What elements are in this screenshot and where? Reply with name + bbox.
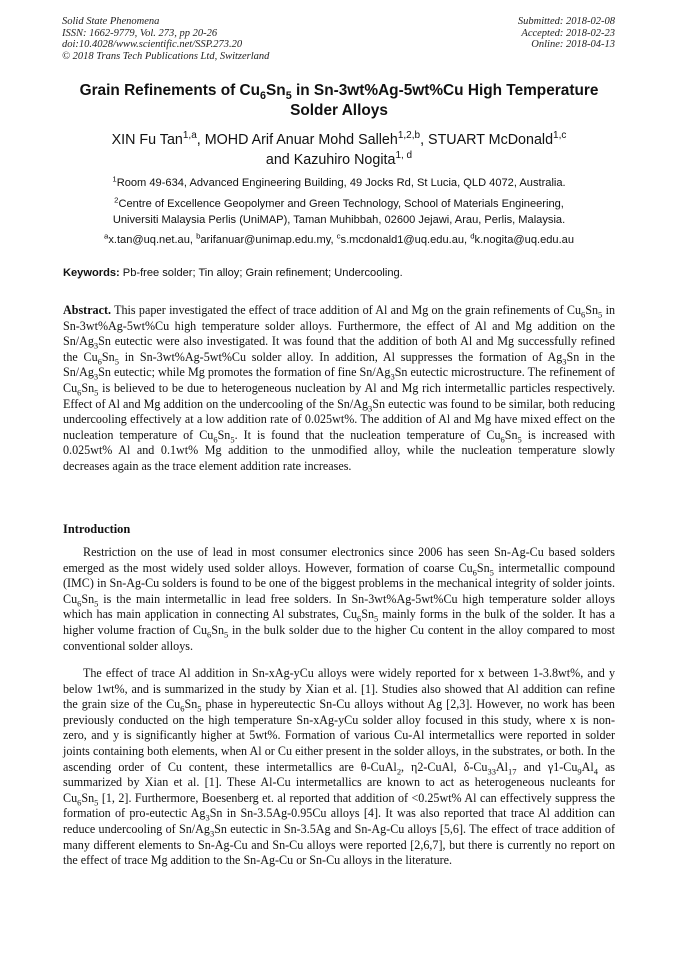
email-tan[interactable]: x.tan@uq.net.au, — [108, 234, 197, 246]
affiliation-2: $^2$Centre of Excellence Geopolymer and Green Technology, School of Materials Engineering, Universiti Malaysia Perlis (UniMAP), Taman Muhibbah, 02600 Jejawi, Arau, Perlis, Malaysia. — [112, 195, 566, 226]
keywords-text: Pb-free solder; Tin alloy; Grain refinement; Undercooling. — [119, 267, 403, 279]
introduction-paragraph-2: The effect of trace Al addition in Sn-xAg-yCu alloys were widely reported for x between 1-3.8wt%, and y below 1wt%, and is summarized in the study by Xian et al. [1]. Studies also showed that Al addition can refine the grain size of the $Cu_6Sn_5$ phase in hypereutectic Sn-Cu alloys without Ag [2,3]. However, no work has been previously conducted on the high temperature Sn-xAg-yCu solder alloy focused in this study, where x is non-zero, and y is significantly higher at 5wt%. Formation of various Cu-Al intermetallics were reported in solder joints containing both elements, when Al or Cu either present in the solder alloys, in the substrates, or both. In the ascending order of Cu content, these intermetallics are θ-CuAl$_2$, η2-CuAl, $\delta-Cu_{33}Al_{17}$ and $\gamma 1-Cu_9Al_4$ as summarized by Xian et al. [1]. These Al-Cu intermetallics are known to act as heterogeneous nucleants for $Cu_6Sn_5$ [1, 2]. Furthermore, Boesenberg et. al reported that addition of <0.25wt% Al can effectively suppress the formation of pro-eutectic $Ag_3Sn$ in Sn-3.5Ag-0.95Cu alloys [4]. It was also reported that trace Al addition can reduce undercooling of $Sn/Ag_3Sn$ eutectic in Sn-3.5Ag and Sn-Ag-Cu alloys [5,6]. The effect of trace addition of many different elements to Sn-Ag-Cu and Sn-Cu alloys were reported [2,6,7], but there is currently no report on the effect of trace Mg addition to the Sn-Ag-Cu or Sn-Cu alloys in the literature. — [63, 666, 616, 868]
author-line-2: and Kazuhiro Nogita$^{1, d}$ — [265, 150, 413, 168]
introduction-paragraph-1: Restriction on the use of lead in most consumer electronics since 2006 has seen Sn-Ag-Cu based solders emerged as the most widely used solder alloys. However, formation of coarse $Cu_6Sn_5$ intermetallic compound (IMC) in Sn-Ag-Cu solders is found to be one of the biggest problems in the mechanical integrity of solder joints. $Cu_6Sn_5$ is the main intermetallic in lead free solders. In Sn-3wt%Ag-5wt%Cu high temperature solder alloys which has main application in connecting Al substrates, $Cu_6Sn_5$ mainly forms in the bulk of the solder. It has a higher volume fraction of $Cu_6Sn_5$ in the bulk solder due to the higher Cu content in the alloy compared to most conventional solder alloys. — [63, 545, 616, 653]
keywords-label: Keywords: — [63, 267, 120, 279]
author-salleh: MOHD Arif Anuar Mohd Salleh — [204, 132, 398, 148]
author-list — [30, 130, 648, 170]
introduction-heading: Introduction — [63, 522, 131, 536]
online-date: Online: 2018-04-13 — [531, 39, 615, 51]
abstract: Abstract. This paper investigated the effect of trace addition of Al and Mg on the grain refinements of $Cu_6Sn_5$ in Sn-3wt%Ag-5wt%Cu high temperature solder alloys. Furthermore, the effect of Al and Mg addition on the $Sn/Ag_3Sn$ eutectic were also investigated. It was found that the addition of both Al and Mg successfully refined the $Cu_6Sn_5$ in Sn-3wt%Ag-5wt%Cu solder alloy. In addition, Al suppresses the formation of $Ag_3Sn$ in the $Sn/Ag_3Sn$ eutectic; while Mg promotes the formation of fine $Sn/Ag_3Sn$ eutectic microstructure. The refinement of $Cu_6Sn_5$ is believed to be due to heterogeneous nucleation by Al and Mg rich intermetallic particles respectively. Effect of Al and Mg addition on the undercooling of the $Sn/Ag_3Sn$ eutectic was found to be similar, both reducing undercooling effectively at a low addition rate of 0.025wt%. The addition of Al and Mg have mixed effect on the nucleation temperature of $Cu_6Sn_5$. It is found that the nucleation temperature of $Cu_6Sn_5$ is increased with 0.025wt% Al and 0.1wt% Mg addition to the unmodified alloy, while the nucleation temperature slowly decreases again as the trace element addition rate increases. — [63, 303, 615, 473]
abstract-label: Abstract. — [63, 303, 112, 317]
author-emails: $^a$x.tan@uq.net.au, $^b$arifanuar@unimap.edu.my, $^c$s.mcdonald1@uq.edu.au, $^d$k.nogita@uq.edu.au — [103, 231, 575, 246]
submission-dates — [518, 16, 615, 51]
submitted-date: Submitted: 2018-02-08 — [517, 16, 615, 27]
title-line-2: Solder Alloys — [290, 102, 388, 119]
affiliation-1: $^1$Room 49-634, Advanced Engineering Building, 49 Jocks Rd, St Lucia, QLD 4072, Australia. — [112, 174, 566, 189]
keywords — [63, 266, 623, 281]
title-line-1: Grain Refinements of $Cu_6Sn_5$ in Sn-3wt%Ag-5wt%Cu High Temperature — [79, 82, 599, 103]
email-mcdonald[interactable]: s.mcdonald1@uq.edu.au, — [340, 234, 471, 246]
email-nogita[interactable]: k.nogita@uq.edu.au — [474, 234, 575, 246]
journal-copyright: © 2018 Trans Tech Publications Ltd, Switzerland — [62, 50, 270, 62]
paper-title — [40, 81, 638, 121]
email-salleh[interactable]: arifanuar@unimap.edu.my, — [200, 234, 337, 246]
journal-info — [62, 16, 269, 62]
accepted-date: Accepted: 2018-02-23 — [521, 27, 615, 39]
journal-issn: ISSN: 1662-9779, Vol. 273, pp 20-26 — [62, 27, 218, 39]
author-nogita: and Kazuhiro Nogita — [265, 152, 396, 168]
author-mcdonald: STUART McDonald — [428, 132, 554, 148]
journal-doi[interactable]: doi:10.4028/www.scientific.net/SSP.273.20 — [62, 39, 243, 51]
author-tan: XIN Fu Tan — [111, 132, 183, 148]
journal-name: Solid State Phenomena — [62, 16, 160, 27]
author-line-1: XIN Fu Tan$^{1,a}$, MOHD Arif Anuar Mohd Salleh$^{1,2,b}$, STUART McDonald$^{1,c}$ — [111, 130, 567, 148]
